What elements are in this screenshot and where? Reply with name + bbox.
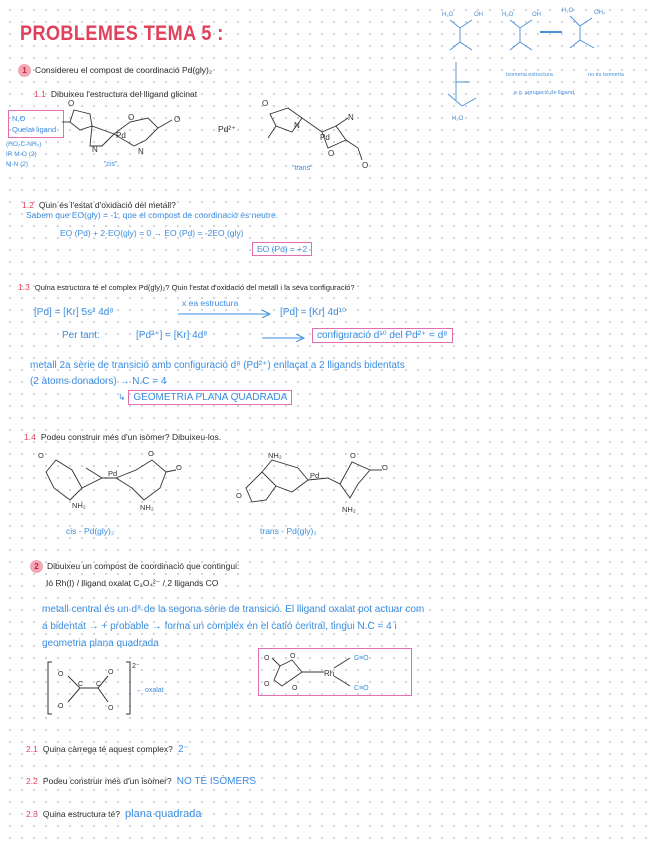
q1-3-line-3: metall 2a sèrie de transició amb configuració d⁸ (Pd²⁺) enllaçat a 2 lligands bidentats xyxy=(30,360,405,371)
svg-text:O: O xyxy=(108,669,114,676)
cis-isomer-label: cis - Pd(gly)₂ xyxy=(66,526,115,536)
problem-2-number: 2 xyxy=(30,560,43,573)
svg-text:O: O xyxy=(148,449,154,458)
q1-2-line-1: Sabem que EO(gly) = -1, que el compost de coordinació és neutre. xyxy=(26,210,279,220)
co-ligand-2: C≡O xyxy=(354,685,369,692)
svg-text:N: N xyxy=(294,121,300,130)
side-note-1: (HO₂C-NH₂) xyxy=(6,141,42,148)
svg-text:O: O xyxy=(362,161,369,170)
ligand-box xyxy=(8,110,64,138)
trans-isomer-label: trans - Pd(gly)₂ xyxy=(260,526,317,536)
corner-sketch xyxy=(428,2,650,130)
svg-text:Pd: Pd xyxy=(116,131,126,140)
side-note-3: M-N (2) xyxy=(6,161,29,168)
svg-text:O: O xyxy=(174,115,181,124)
q2-3-answer: plana quadrada xyxy=(125,808,202,820)
q1-1-number: 1.1 xyxy=(34,89,46,99)
svg-text:O: O xyxy=(262,99,269,108)
rh-label: Rh xyxy=(324,669,335,678)
oxalate-label: ← oxalat xyxy=(136,687,164,694)
oxalate-structure xyxy=(46,658,216,720)
svg-text:OH: OH xyxy=(474,12,483,18)
page-title: PROBLEMES TEMA 5 : xyxy=(20,22,224,45)
svg-text:O: O xyxy=(236,491,242,500)
svg-text:O: O xyxy=(292,685,298,692)
svg-text:O: O xyxy=(264,681,270,688)
svg-text:C: C xyxy=(78,681,84,688)
svg-text:O: O xyxy=(58,703,64,710)
q1-3-config-result: [Pd] = [Kr] 4d¹⁰ xyxy=(280,307,346,318)
cis-isomer xyxy=(36,448,206,524)
problem-1-statement xyxy=(18,64,212,77)
trans-structure xyxy=(262,98,412,173)
q1-4-question: Podeu construir més d'un isòmer? Dibuixeu-los. xyxy=(40,432,222,442)
svg-text:H₂O: H₂O xyxy=(502,12,514,18)
q2-2-question: Podeu construir més d'un isòmer? xyxy=(42,776,172,786)
q2-1-answer: 2⁻ xyxy=(177,744,189,755)
q1-3-arrow-note: x ea estructura xyxy=(182,298,239,308)
ligand-box-line-1: N,O xyxy=(12,114,26,123)
q1-3-number: 1.3 xyxy=(18,282,30,292)
svg-text:O: O xyxy=(350,451,356,460)
corner-note-2: e.g. agrupació de lligand xyxy=(514,90,574,96)
cis-structure xyxy=(62,98,212,168)
problem-2-line-5: geometria plana quadrada xyxy=(42,638,159,649)
corner-note-3: no és isomeria xyxy=(588,72,624,78)
svg-text:Pd: Pd xyxy=(310,471,320,480)
svg-text:O: O xyxy=(58,671,64,678)
q1-3-question: Quina estructura té el complex Pd(gly)₂? Quin l'estat d'oxidació del metall i la seva configuració? xyxy=(34,283,355,292)
svg-text:Pd: Pd xyxy=(108,469,118,478)
rh-complex xyxy=(262,650,412,694)
q2-3 xyxy=(26,802,202,821)
svg-text:O: O xyxy=(382,463,388,472)
q1-3 xyxy=(18,275,355,294)
svg-text:O: O xyxy=(290,653,296,660)
svg-text:H₂O: H₂O xyxy=(442,12,454,18)
svg-text:O: O xyxy=(176,463,182,472)
q1-2-answer-box: EO (Pd) = +2 xyxy=(252,242,312,256)
svg-text:H₂O: H₂O xyxy=(452,116,464,122)
svg-text:O: O xyxy=(264,655,270,662)
trans-label: "trans" xyxy=(292,165,313,172)
arrow-1 xyxy=(178,310,274,318)
q1-3-geometry: ↳ GEOMETRIA PLANA QUADRADA xyxy=(118,392,292,403)
q2-3-number: 2.3 xyxy=(26,809,38,819)
svg-text:O: O xyxy=(108,705,114,712)
svg-text:O: O xyxy=(68,99,75,108)
q2-3-question: Quina estructura té? xyxy=(42,809,120,819)
svg-text:OH: OH xyxy=(532,12,541,18)
svg-text:H₂O: H₂O xyxy=(562,8,574,14)
problem-2-line-3: metall central és un d⁸ de la segona sèrie de transició. El lligand oxalat pot actuar com xyxy=(42,604,425,615)
q1-3-config-pd: [Pd] = [Kr] 5s² 4d⁸ xyxy=(34,307,114,318)
cis-label: "cis" xyxy=(104,161,118,168)
problem-2-line-2: Ió Rh(I) / lligand oxalat C₂O₄²⁻ / 2 lligands CO xyxy=(46,578,219,588)
q1-1-text: Dibuixeu l'estructura del lligand glicinat xyxy=(50,89,198,99)
corner-note-1: isomeria estructura xyxy=(506,72,553,78)
ligand-box-line-2: Quelat ligand xyxy=(12,125,57,134)
problem-1-number: 1 xyxy=(18,64,31,77)
svg-text:OH₂: OH₂ xyxy=(594,10,606,16)
svg-text:NH₂: NH₂ xyxy=(268,451,282,460)
q1-3-geometry-box: GEOMETRIA PLANA QUADRADA xyxy=(128,390,292,405)
q1-2-line-2: EO (Pd) + 2·EO(gly) = 0 → EO (Pd) = -2EO (gly) xyxy=(60,228,244,238)
side-note-2: IR M-O (2) xyxy=(6,151,37,158)
problem-2-line-4: a bidentat → + probable → forma un complex en el catió central, tingui N.C = 4 i xyxy=(42,621,397,632)
problem-2-statement xyxy=(30,560,239,573)
q2-2-number: 2.2 xyxy=(26,776,38,786)
q2-1-number: 2.1 xyxy=(26,744,38,754)
trans-isomer xyxy=(232,448,412,524)
svg-text:NH₂: NH₂ xyxy=(72,501,86,510)
svg-text:N: N xyxy=(138,147,144,156)
svg-text:Pd: Pd xyxy=(320,133,330,142)
q2-2-answer: NO TÉ ISÒMERS xyxy=(176,776,257,787)
svg-text:O: O xyxy=(38,451,44,460)
problem-2-text: Dibuixeu un compost de coordinació que contingui: xyxy=(47,560,240,571)
pd-charge: Pd²⁺ xyxy=(218,124,236,134)
q1-3-per-tant: Per tant: xyxy=(62,330,100,341)
arrow-2 xyxy=(262,334,308,342)
svg-text:O: O xyxy=(128,113,135,122)
svg-text:O: O xyxy=(328,149,335,158)
svg-text:N: N xyxy=(348,113,354,122)
problem-1-text: Considereu el compost de coordinació Pd(gly)₂ xyxy=(35,64,213,75)
q2-1 xyxy=(26,737,189,756)
q1-2-number: 1.2 xyxy=(22,200,34,210)
q1-3-config-pd2: [Pd²⁺] = [Kr] 4d⁸ xyxy=(136,330,208,341)
q1-4 xyxy=(24,425,221,444)
q1-2-question: Quin és l'estat d'oxidació del metall? xyxy=(38,200,176,210)
svg-text:NH₂: NH₂ xyxy=(140,503,154,512)
oxalate-charge: 2⁻ xyxy=(132,663,140,670)
side-notes xyxy=(6,140,41,170)
svg-text:N: N xyxy=(92,145,98,154)
q2-1-question: Quina càrrega té aquest complex? xyxy=(42,744,173,754)
svg-text:C: C xyxy=(96,681,102,688)
q1-3-config-box: configuració d¹⁰ del Pd²⁺ = d⁸ xyxy=(312,328,453,343)
q2-2 xyxy=(26,769,256,788)
svg-text:NH₂: NH₂ xyxy=(342,505,356,514)
co-ligand-1: C≡O xyxy=(354,655,369,662)
q1-4-number: 1.4 xyxy=(24,432,36,442)
q1-3-line-4: (2 àtoms donadors) → N.C = 4 xyxy=(30,376,167,387)
